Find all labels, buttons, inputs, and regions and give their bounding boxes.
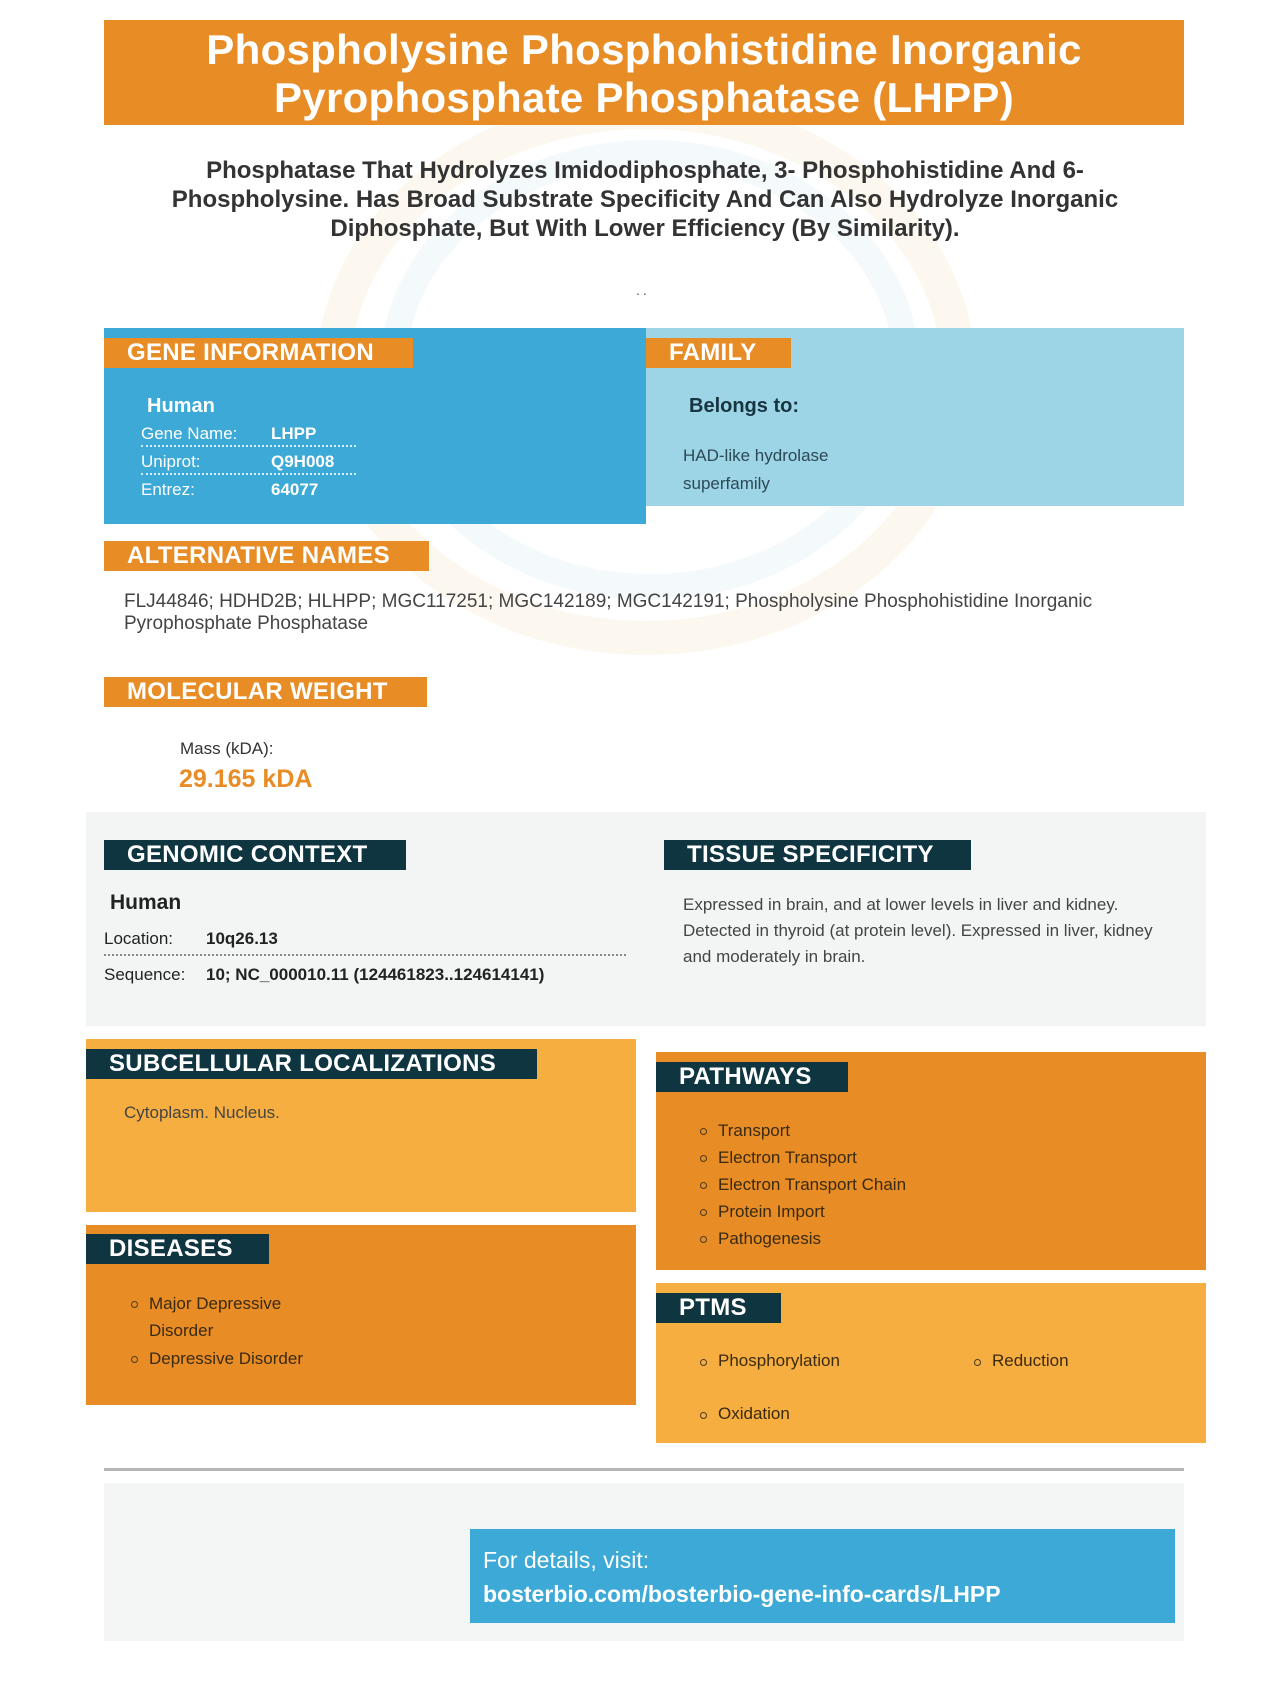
details-label: For details, visit:: [483, 1547, 650, 1573]
list-item: Electron Transport Chain: [696, 1171, 1016, 1198]
uniprot-label: Uniprot:: [141, 452, 201, 471]
uniprot-row: [141, 448, 356, 475]
list-item: Phosphorylation: [696, 1349, 840, 1373]
alternative-names-text: FLJ44846; HDHD2B; HLHPP; MGC117251; MGC142189; MGC142191; Phospholysine Phosphohistidine Inorganic Pyrophosphate Phosphatase: [124, 591, 1093, 634]
pathways-list: [696, 1117, 1016, 1252]
sequence-value: 10; NC_000010.11 (124461823..124614141): [206, 965, 545, 984]
molecular-weight-heading: MOLECULAR WEIGHT: [104, 677, 427, 707]
gene-name-row: [141, 420, 356, 447]
details-link-box[interactable]: [470, 1529, 1175, 1623]
entrez-value: 64077: [271, 480, 319, 499]
genomic-species: Human: [110, 891, 182, 914]
subcellular-heading: SUBCELLULAR LOCALIZATIONS: [86, 1049, 537, 1079]
dots-separator: ..: [636, 282, 650, 298]
gene-name-value: LHPP: [271, 424, 317, 443]
sequence-label: Sequence:: [104, 965, 186, 984]
family-value: HAD-like hydrolase superfamily: [683, 446, 829, 493]
mass-label: Mass (kDA):: [180, 739, 274, 758]
genomic-context-heading: GENOMIC CONTEXT: [104, 840, 406, 870]
list-item: Oxidation: [696, 1402, 790, 1426]
page-title: Phospholysine Phosphohistidine Inorganic Pyrophosphate Phosphatase (LHPP): [104, 20, 1184, 125]
list-item: Depressive Disorder: [127, 1345, 307, 1372]
ptms-heading: PTMS: [656, 1293, 781, 1323]
mass-value: 29.165 kDA: [179, 765, 313, 793]
gene-species: Human: [147, 395, 215, 417]
list-item: Electron Transport: [696, 1144, 1016, 1171]
alternative-names-heading: ALTERNATIVE NAMES: [104, 541, 429, 571]
gene-name-label: Gene Name:: [141, 424, 238, 443]
location-label: Location:: [104, 929, 173, 948]
details-link[interactable]: bosterbio.com/bosterbio-gene-info-cards/LHPP: [483, 1581, 1001, 1607]
function-summary: Phosphatase That Hydrolyzes Imidodiphosphate, 3- Phosphohistidine And 6- Phospholysine. Has Broad Substrate Specificity And Can Also Hydrolyze Inorganic Diphosphate, But With Lower Efficiency (By Similarity).: [171, 157, 1119, 242]
subcellular-text: Cytoplasm. Nucleus.: [124, 1103, 280, 1122]
family-belongs-label: Belongs to:: [689, 395, 799, 417]
entrez-row: [141, 476, 356, 503]
list-item: Major Depressive Disorder: [127, 1290, 307, 1344]
list-item: Pathogenesis: [696, 1225, 1016, 1252]
location-row: [104, 922, 626, 956]
list-item: Reduction: [970, 1349, 1069, 1373]
list-item: Transport: [696, 1117, 1016, 1144]
list-item: Protein Import: [696, 1198, 1016, 1225]
diseases-heading: DISEASES: [86, 1234, 269, 1264]
sequence-row: [104, 958, 626, 992]
uniprot-value: Q9H008: [271, 452, 335, 471]
tissue-specificity-text: Expressed in brain, and at lower levels in liver and kidney. Detected in thyroid (at protein level). Expressed in liver, kidney and moderately in brain.: [683, 895, 1153, 966]
pathways-heading: PATHWAYS: [656, 1062, 848, 1092]
entrez-label: Entrez:: [141, 480, 195, 499]
gene-information-heading: GENE INFORMATION: [104, 338, 413, 368]
diseases-list: [127, 1290, 307, 1372]
divider: [104, 1468, 1184, 1471]
family-heading: FAMILY: [646, 338, 791, 368]
tissue-specificity-heading: TISSUE SPECIFICITY: [664, 840, 971, 870]
location-value: 10q26.13: [206, 929, 278, 948]
